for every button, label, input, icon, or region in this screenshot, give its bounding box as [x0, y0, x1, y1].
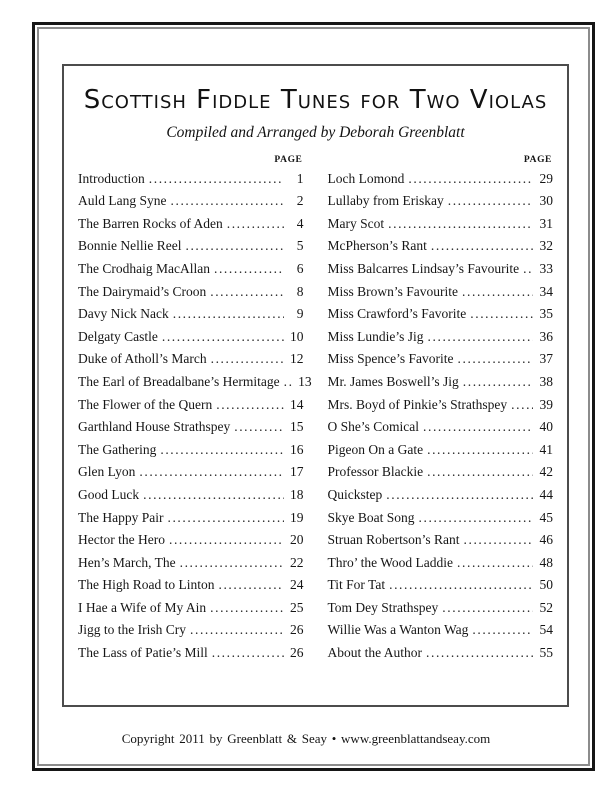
toc-leader-dots: [423, 416, 533, 439]
toc-entry: [78, 439, 304, 462]
toc-entry-title: Hen’s March, The: [78, 554, 176, 570]
toc-column-right: [328, 155, 554, 665]
toc-leader-dots: [149, 168, 284, 191]
toc-entry-title: The Gathering: [78, 441, 157, 457]
toc-leader-dots: [234, 416, 283, 439]
toc-entry: [78, 416, 304, 439]
toc-leader-dots: [160, 439, 283, 462]
toc-leader-dots: [210, 597, 283, 620]
toc-entry: [78, 529, 304, 552]
toc-entry-page: 20: [290, 532, 304, 548]
toc-entry-title: The Crodhaig MacAllan: [78, 260, 210, 276]
toc-entry: [78, 461, 304, 484]
toc-entry-page: 31: [539, 215, 553, 231]
toc-entry-title: The Happy Pair: [78, 509, 164, 525]
toc-entry-title: Delgaty Castle: [78, 328, 158, 344]
toc-entry: [78, 597, 304, 620]
toc-leader-dots: [511, 394, 533, 417]
content-frame: [62, 64, 569, 707]
toc-entry-page: 6: [296, 260, 304, 276]
toc-entry: [78, 326, 304, 349]
toc-entry: [78, 303, 304, 326]
toc-entry-page: 17: [290, 464, 304, 480]
page-column-header-right: PAGE: [523, 154, 552, 165]
toc-entry-page: 40: [539, 419, 553, 435]
toc-entry-title: The Flower of the Quern: [78, 396, 213, 412]
toc-entry-page: 24: [290, 577, 304, 593]
toc-entry-title: About the Author: [327, 645, 422, 661]
toc-entry-title: Lullaby from Eriskay: [327, 193, 444, 209]
toc-leader-dots: [523, 258, 533, 281]
toc-entry-title: Duke of Atholl’s March: [78, 351, 207, 367]
toc-leader-dots: [470, 303, 533, 326]
toc-entry: [328, 461, 554, 484]
toc-entry: [328, 597, 554, 620]
toc-leader-dots: [162, 326, 284, 349]
toc-entry-page: 50: [539, 577, 553, 593]
toc-leader-dots: [143, 484, 283, 507]
toc-entry: [78, 213, 304, 236]
toc-leader-dots: [463, 371, 533, 394]
toc-entry-page: 1: [296, 170, 304, 186]
toc-entry: [78, 574, 304, 597]
toc-entry-title: Miss Lundie’s Jig: [327, 328, 424, 344]
toc-entry-title: Tom Dey Strathspey: [327, 599, 439, 615]
toc-leader-dots: [211, 348, 284, 371]
toc-entry: [328, 281, 554, 304]
toc-leader-dots: [190, 619, 284, 642]
toc-leader-dots: [284, 371, 292, 394]
toc-entry: [328, 574, 554, 597]
toc-leader-dots: [472, 619, 533, 642]
toc-entry-page: 55: [539, 645, 553, 661]
toc-entry-title: The Barren Rocks of Aden: [78, 215, 223, 231]
toc-entry: [328, 348, 554, 371]
toc-entry-title: Skye Boat Song: [327, 509, 415, 525]
toc-leader-dots: [457, 552, 533, 575]
toc-entry-title: Hector the Hero: [78, 532, 165, 548]
toc-entry: [328, 258, 554, 281]
toc-leader-dots: [169, 529, 284, 552]
toc-leader-dots: [389, 574, 533, 597]
toc-entry: [328, 213, 554, 236]
toc-entry: [328, 507, 554, 530]
toc-rows-right: [328, 168, 554, 665]
toc-entry-title: Loch Lomond: [327, 170, 405, 186]
toc-entry-page: 29: [539, 170, 553, 186]
toc-leader-dots: [408, 168, 533, 191]
toc-leader-dots: [448, 190, 533, 213]
toc-entry-title: Willie Was a Wanton Wag: [327, 622, 469, 638]
toc-entry-title: Davy Nick Nack: [78, 306, 169, 322]
toc-leader-dots: [171, 190, 284, 213]
toc-entry-title: Thro’ the Wood Laddie: [327, 554, 454, 570]
toc-entry: [328, 371, 554, 394]
toc-leader-dots: [180, 552, 284, 575]
toc-entry-page: 19: [290, 509, 304, 525]
toc-leader-dots: [388, 213, 533, 236]
toc-entry-page: 38: [539, 373, 553, 389]
book-subtitle: Compiled and Arranged by Deborah Greenblatt: [166, 123, 465, 141]
toc-entry-title: The Dairymaid’s Croon: [78, 283, 207, 299]
toc-entry: [78, 642, 304, 665]
toc-entry-title: Auld Lang Syne: [78, 193, 167, 209]
toc-leader-dots: [173, 303, 284, 326]
toc-entry-title: Jigg to the Irish Cry: [78, 622, 186, 638]
toc-entry-title: Glen Lyon: [78, 464, 136, 480]
toc-entry-page: 35: [539, 306, 553, 322]
toc-entry: [328, 303, 554, 326]
toc-entry: [78, 394, 304, 417]
toc-entry: [328, 439, 554, 462]
toc-leader-dots: [386, 484, 533, 507]
toc-entry: [328, 484, 554, 507]
toc-leader-dots: [431, 235, 533, 258]
toc-entry-page: 16: [290, 441, 304, 457]
toc-leader-dots: [442, 597, 533, 620]
toc-entry-title: Garthland House Strathspey: [78, 419, 231, 435]
toc-leader-dots: [462, 281, 533, 304]
toc-entry: [78, 507, 304, 530]
toc-entry-page: 14: [290, 396, 304, 412]
toc-leader-dots: [227, 213, 284, 236]
toc-entry: [328, 190, 554, 213]
toc-entry-page: 2: [296, 193, 304, 209]
toc-leader-dots: [426, 642, 533, 665]
toc-entry-page: 12: [290, 351, 304, 367]
toc-leader-dots: [167, 507, 283, 530]
toc-entry: [78, 190, 304, 213]
toc-leader-dots: [210, 281, 283, 304]
toc-leader-dots: [218, 574, 283, 597]
toc-entry-page: 30: [539, 193, 553, 209]
toc-entry-page: 10: [290, 328, 304, 344]
toc-entry-page: 41: [539, 441, 553, 457]
toc-entry-page: 48: [539, 554, 553, 570]
toc-entry-title: Mrs. Boyd of Pinkie’s Strathspey: [327, 396, 508, 412]
toc-rows-left: [78, 168, 312, 665]
table-of-contents: [78, 155, 553, 665]
toc-entry: [78, 168, 304, 191]
toc-entry-page: 26: [290, 622, 304, 638]
toc-entry-title: The Lass of Patie’s Mill: [78, 645, 208, 661]
toc-entry-title: Pigeon On a Gate: [327, 441, 424, 457]
toc-entry-title: The Earl of Breadalbane’s Hermitage: [78, 373, 280, 389]
toc-column-left: [78, 154, 312, 665]
toc-entry-title: Miss Brown’s Favourite: [327, 283, 459, 299]
toc-leader-dots: [427, 439, 533, 462]
toc-leader-dots: [139, 461, 283, 484]
toc-entry-page: 32: [539, 238, 553, 254]
toc-entry-page: 18: [290, 486, 304, 502]
toc-entry: [78, 235, 304, 258]
toc-entry-page: 22: [290, 554, 304, 570]
toc-entry-title: Quickstep: [327, 486, 383, 502]
toc-entry: [78, 281, 304, 304]
toc-entry-title: O She’s Comical: [327, 419, 419, 435]
toc-entry-title: Mary Scot: [327, 215, 385, 231]
toc-entry-page: 4: [296, 215, 304, 231]
toc-entry-page: 25: [290, 599, 304, 615]
toc-entry-page: 9: [296, 306, 304, 322]
toc-entry: [328, 642, 554, 665]
toc-entry-title: Tit For Tat: [327, 577, 386, 593]
toc-entry: [328, 416, 554, 439]
toc-entry-page: 8: [296, 283, 304, 299]
toc-entry: [328, 529, 554, 552]
toc-entry-title: Professor Blackie: [327, 464, 424, 480]
toc-entry-title: Introduction: [78, 170, 145, 186]
toc-entry: [328, 394, 554, 417]
toc-leader-dots: [214, 258, 284, 281]
toc-entry-page: 44: [539, 486, 553, 502]
toc-entry: [78, 619, 304, 642]
toc-entry-page: 52: [539, 599, 553, 615]
toc-leader-dots: [458, 348, 534, 371]
page-column-header-left: PAGE: [274, 154, 303, 165]
toc-entry-page: 13: [298, 373, 312, 389]
toc-entry-page: 54: [539, 622, 553, 638]
toc-entry-title: Miss Spence’s Favorite: [327, 351, 454, 367]
toc-entry-page: 33: [539, 260, 553, 276]
toc-entry-title: Miss Balcarres Lindsay’s Favourite: [327, 260, 520, 276]
toc-entry-page: 15: [290, 419, 304, 435]
toc-entry-page: 26: [290, 645, 304, 661]
toc-entry-page: 46: [539, 532, 553, 548]
toc-entry-page: 34: [539, 283, 553, 299]
toc-entry: [78, 371, 312, 394]
toc-entry-page: 45: [539, 509, 553, 525]
toc-entry-title: Good Luck: [78, 486, 140, 502]
toc-entry: [78, 348, 304, 371]
toc-leader-dots: [419, 507, 533, 530]
toc-entry-page: 37: [539, 351, 553, 367]
toc-leader-dots: [464, 529, 534, 552]
toc-leader-dots: [212, 642, 284, 665]
toc-entry: [78, 258, 304, 281]
toc-entry-title: Bonnie Nellie Reel: [78, 238, 182, 254]
toc-entry-page: 39: [539, 396, 553, 412]
toc-entry-title: Struan Robertson’s Rant: [327, 532, 460, 548]
toc-entry-page: 5: [296, 238, 304, 254]
toc-entry-page: 42: [539, 464, 553, 480]
toc-leader-dots: [428, 326, 533, 349]
toc-entry: [328, 326, 554, 349]
toc-entry: [78, 484, 304, 507]
toc-entry: [328, 235, 554, 258]
toc-entry-title: The High Road to Linton: [78, 577, 215, 593]
toc-entry: [328, 552, 554, 575]
toc-entry-title: Miss Crawford’s Favorite: [327, 306, 467, 322]
toc-entry: [328, 168, 554, 191]
toc-leader-dots: [427, 461, 533, 484]
toc-leader-dots: [216, 394, 283, 417]
footer-copyright: Copyright 2011 by Greenblatt & Seay • www.greenblattandseay.com: [121, 731, 491, 746]
toc-entry-title: Mr. James Boswell’s Jig: [327, 373, 459, 389]
toc-entry-title: I Hae a Wife of My Ain: [78, 599, 207, 615]
toc-entry-title: McPherson’s Rant: [327, 238, 427, 254]
toc-entry: [78, 552, 304, 575]
toc-leader-dots: [185, 235, 283, 258]
toc-entry-page: 36: [539, 328, 553, 344]
book-title: Scottish Fiddle Tunes for Two Violas: [83, 85, 548, 115]
toc-entry: [328, 619, 554, 642]
